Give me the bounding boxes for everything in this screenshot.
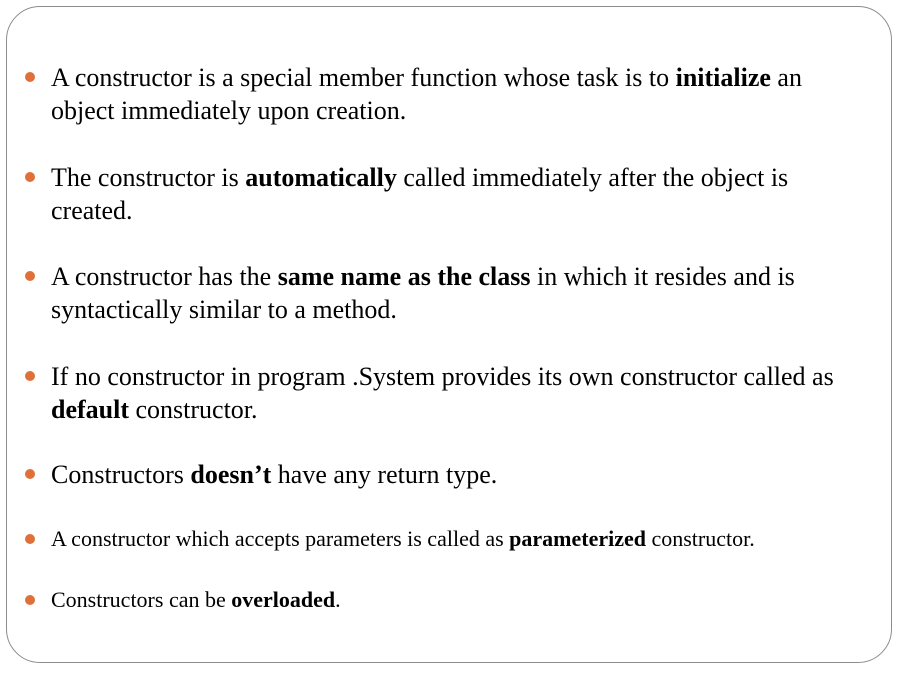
bullet-line: object immediately upon creation. (51, 96, 407, 125)
bullet-dot-icon (25, 595, 35, 605)
bullet-line: syntactically similar to a method. (51, 295, 397, 324)
bullet-dot-icon (25, 534, 35, 544)
bullet-text (51, 586, 893, 614)
bullet-line: A constructor has the same name as the class in which it resides and is (51, 262, 795, 291)
bullet-line: default constructor. (51, 395, 258, 424)
bullet-dot-icon (25, 271, 35, 281)
bullet-dot-icon (25, 72, 35, 82)
bullet-text (51, 61, 893, 127)
bullet-text (51, 360, 893, 426)
bullet-text (51, 525, 893, 553)
bullet-text (51, 161, 893, 227)
bullet-line: If no constructor in program .System provides its own constructor called as (51, 362, 834, 391)
bullet-line: Constructors doesn’t have any return type. (51, 460, 498, 489)
bullet-line: A constructor is a special member function whose task is to initialize an (51, 63, 802, 92)
bullet-line: created. (51, 196, 133, 225)
bullet-line: A constructor which accepts parameters is called as parameterized constructor. (51, 526, 755, 551)
bullet-dot-icon (25, 172, 35, 182)
bullet-line: The constructor is automatically called immediately after the object is (51, 163, 789, 192)
bullet-dot-icon (25, 469, 35, 479)
bullet-dot-icon (25, 371, 35, 381)
bullet-line: Constructors can be overloaded. (51, 587, 341, 612)
bullet-text (51, 458, 893, 491)
bullet-text (51, 260, 893, 326)
